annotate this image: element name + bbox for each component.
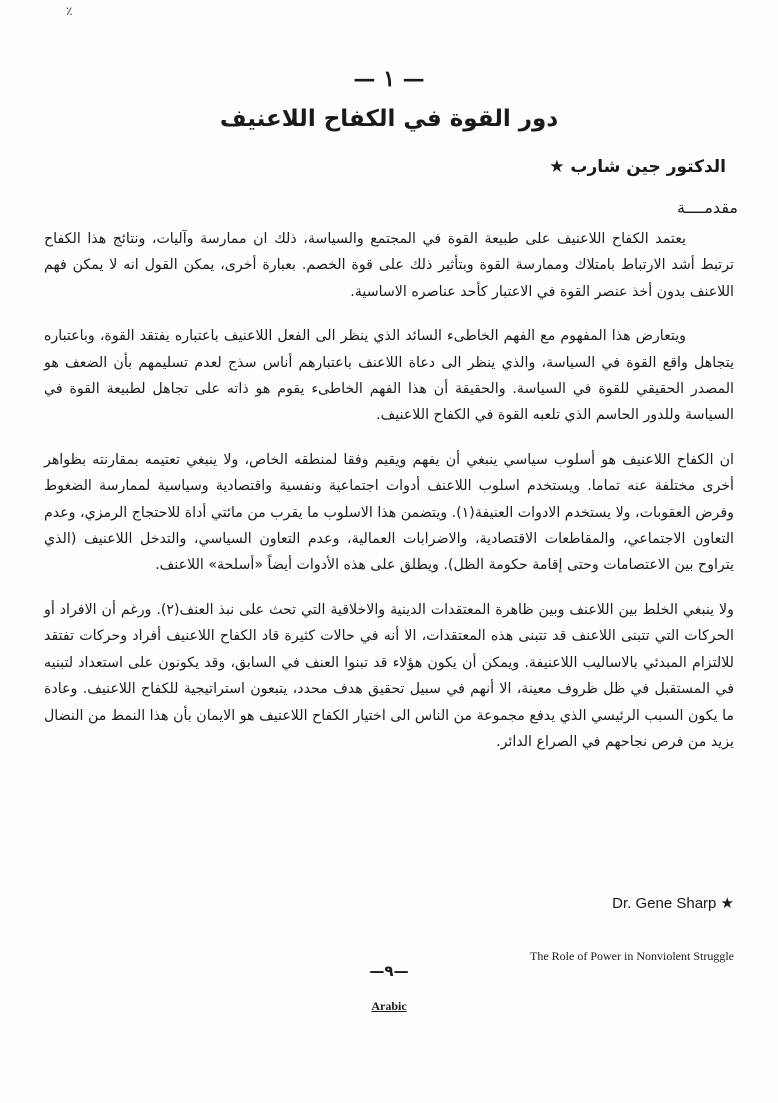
english-title: The Role of Power in Nonviolent Struggle xyxy=(530,949,734,963)
section-heading: مقدمــــة xyxy=(677,198,738,217)
chapter-number: — ١ — xyxy=(353,66,425,92)
author-name: الدكتور جين شارب ★ xyxy=(549,157,726,177)
page-number: —٩— xyxy=(369,962,409,980)
paragraph: ولا ينبغي الخلط بين اللاعنف وبين ظاهرة المعتقدات الدينية والاخلاقية التي تحث على نبذ العنف(٢). ورغم أن الافراد أو الحركات التي تتبنى اللاعنف قد تتبنى هذه المعتقدات، الا أنه في حالات كثيرة قاد الكفاح اللاعنيف أفراد وحركات تفتقد للالتزام المبدئي بالاساليب اللاعنيفة. ويمكن أن يكون هؤلاء قد تبنوا العنف في السابق، وقد يكونون على استعداد لتبنيه في المستقبل في ظل ظروف معينة، الا أنهم في سبيل تحقيق هدف محدد، يتبعون استراتيجية للكفاح اللاعنيف. وعادة ما يكون السبب الرئيسي الذي يدفع مجموعة من الناس الى اختيار الكفاح اللاعنيف هو الايمان بأن هذا النمط من النضال يزيد من فرص نجاحهم في الصراع الدائر. xyxy=(44,601,734,750)
paragraph: ان الكفاح اللاعنيف هو أسلوب سياسي ينبغي أن يفهم ويقيم وفقا لمنطقه الخاص، ولا ينبغي تعتيمه بمقارنته بظواهر أخرى مختلفة عنه تماما. ويستخدم اسلوب اللاعنف أدوات اجتماعية ونفسية واقتصادية وسياسية لممارسة الضغوط وفرض العقوبات، ولا يستخدم الادوات العنيفة(١). ويتضمن هذا الاسلوب ما يقرب من مائتي أداة للاحتجاج الرمزي، وعدم التعاون الاجتماعي، والمقاطعات الاقتصادية، والاضرابات العمالية، وعدم التعاون السياسي، والتدخل اللاعنيف (الذي يتراوح بين الاعتصامات وحتى إقامة حكومة الظل). ويطلق على هذه الأدوات أيضاً «أسلحة» اللاعنف. xyxy=(43,451,734,574)
paragraph: ويتعارض هذا المفهوم مع الفهم الخاطىء السائد الذي ينظر الى الفعل اللاعنيف باعتباره يفتقد القوة، وباعتباره يتجاهل واقع القوة في السياسة، والذي ينظر الى دعاة اللاعنف باعتبارهم أناس سذج لعدم تسليمهم بأن الضعف هو المصدر الحقيقي للقوة في السياسة. والحقيقة أن هذا الفهم الخاطىء يقوم هو ذاته على تجاهل لطبيعة القوة في السياسة وللدور الحاسم الذي تلعبه القوة في الكفاح اللاعنيف. xyxy=(44,328,734,424)
paragraph: يعتمد الكفاح اللاعنيف على طبيعة القوة في المجتمع والسياسة، ذلك ان ممارسة وآليات، ونتائج هذا الكفاح ترتبط أشد الارتباط بامتلاك وممارسة القوة وبتأثير ذلك على قوة الخصم. بعبارة أخرى، يمكن القول انه لا يمكن فهم اللاعنف بدون أخذ عنصر القوة في الاعتبار كأحد عناصره الاساسية. xyxy=(44,231,734,300)
author-english: Dr. Gene Sharp ★ xyxy=(612,895,734,912)
corner-mark: ٪ xyxy=(66,4,73,18)
language-label: Arabic xyxy=(371,999,407,1013)
page-title: دور القوة في الكفاح اللاعنيف xyxy=(219,106,559,132)
body-text xyxy=(44,226,734,773)
